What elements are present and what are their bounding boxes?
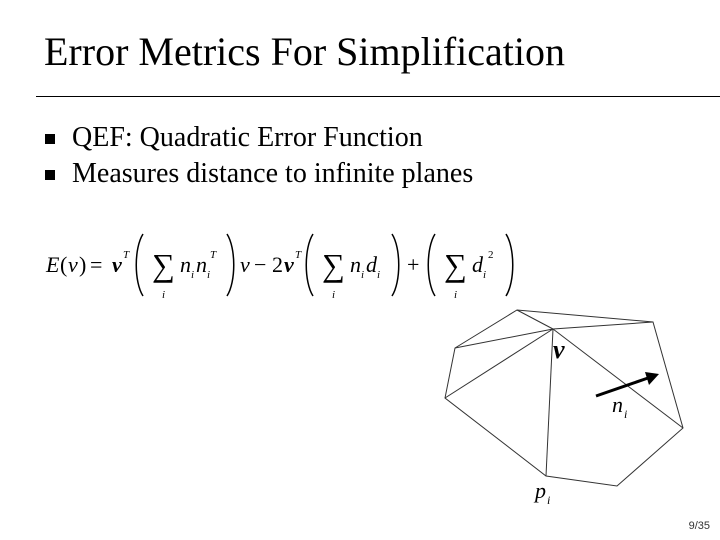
qef-formula-graphic: [40, 222, 540, 306]
formula-index: i: [361, 269, 365, 281]
formula-paren: ): [79, 252, 87, 277]
square-bullet-icon: [45, 134, 55, 144]
square-bullet-icon: [45, 170, 55, 180]
bullet-item: [44, 120, 473, 156]
qef-formula: [40, 222, 540, 306]
formula-sigma: ∑: [152, 247, 175, 283]
vertex-label: v: [553, 335, 565, 364]
formula-index: i: [191, 269, 195, 281]
formula-normal: n: [196, 252, 207, 277]
formula-transpose: T: [295, 249, 302, 261]
bullet-text: Measures distance to infinite planes: [72, 158, 474, 189]
formula-big-paren-left: [306, 234, 313, 296]
formula-distance: d: [472, 252, 483, 277]
formula-paren: (: [60, 252, 68, 277]
formula-variable-v: v: [68, 252, 78, 277]
formula-energy-symbol: E: [46, 252, 60, 277]
formula-index: i: [332, 289, 336, 301]
mesh-diagram-graphic: [440, 300, 700, 520]
normal-label-subscript: i: [624, 407, 628, 421]
formula-distance: d: [366, 252, 377, 277]
formula-normal: n: [350, 252, 361, 277]
formula-transpose: T: [210, 249, 217, 261]
formula-index: i: [377, 269, 381, 281]
mesh-edge: [546, 329, 553, 476]
formula-index: i: [483, 269, 487, 281]
formula-index: i: [162, 289, 166, 301]
formula-big-paren-right: [392, 234, 399, 296]
page-number: 9/35: [688, 520, 710, 532]
formula-index: i: [207, 269, 211, 281]
normal-label: n: [612, 392, 623, 417]
point-label-subscript: i: [547, 493, 551, 507]
normal-arrow: [596, 372, 659, 396]
formula-big-paren-left: [428, 234, 435, 296]
title-divider: [36, 96, 720, 97]
mesh-edge: [553, 322, 653, 329]
formula-sigma: ∑: [322, 247, 345, 283]
formula-normal: n: [180, 252, 191, 277]
formula-index: i: [454, 289, 458, 301]
formula-square: 2: [488, 249, 494, 261]
formula-sigma: ∑: [444, 247, 467, 283]
bullet-item: [44, 156, 473, 192]
slide-title: Error Metrics For Simplification: [44, 29, 566, 74]
formula-big-paren-right: [227, 234, 234, 296]
bullet-list: [44, 120, 473, 192]
formula-big-paren-right: [506, 234, 513, 296]
formula-transpose: T: [123, 249, 130, 261]
formula-equals: =: [90, 252, 103, 277]
formula-minus: −: [254, 252, 267, 277]
formula-variable-v: v: [240, 252, 250, 277]
bullet-text: QEF: Quadratic Error Function: [72, 122, 423, 153]
formula-coefficient: 2: [272, 252, 283, 277]
point-label: p: [535, 478, 546, 503]
mesh-diagram: [440, 300, 700, 520]
formula-variable-v: v: [112, 252, 122, 277]
formula-variable-v: v: [284, 252, 294, 277]
formula-plus: +: [407, 252, 420, 277]
normal-arrow-head: [645, 372, 659, 385]
formula-big-paren-left: [136, 234, 143, 296]
